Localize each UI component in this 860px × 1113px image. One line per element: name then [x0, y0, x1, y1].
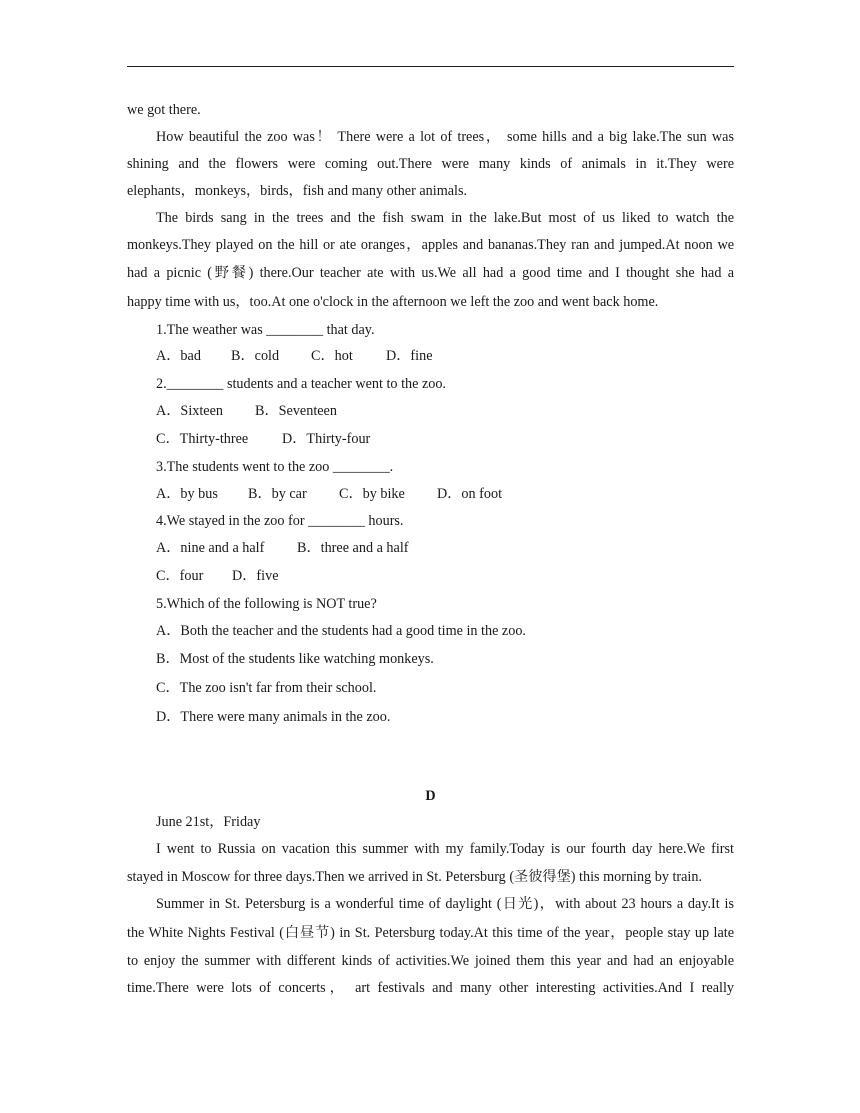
- option: D．There were many animals in the zoo.: [156, 709, 391, 725]
- passage-c-line: The birds sang in the trees and the fish swam in the lake.But most of us liked to watch the: [156, 210, 734, 226]
- passage-c-line: we got there.: [127, 102, 201, 118]
- passage-d-line: to enjoy the summer with different kinds of activities.We joined them this year and had an enjoyable: [127, 953, 734, 969]
- question-stem: 2.________ students and a teacher went to the zoo.: [156, 376, 446, 392]
- option: C．Thirty-three: [156, 431, 249, 447]
- option: B．Most of the students like watching monkeys.: [156, 651, 434, 667]
- passage-c-line: How beautiful the zoo was！ There were a lot of trees， some hills and a big lake.The sun was: [156, 129, 734, 145]
- passage-c-line: elephants，monkeys，birds，fish and many other animals.: [127, 183, 468, 199]
- options-row: [156, 402, 734, 420]
- passage-c-line: had a picnic (野餐) there.Our teacher ate with us.We all had a good time and I thought she had a: [127, 265, 734, 281]
- passage-c-line: happy time with us，too.At one o'clock in the afternoon we left the zoo and went back home.: [127, 294, 659, 310]
- option: B．three and a half: [297, 540, 409, 556]
- diary-date: June 21st，Friday: [156, 814, 261, 830]
- option: D．fine: [386, 348, 433, 364]
- option: B．cold: [231, 348, 280, 364]
- options-row: [156, 485, 734, 503]
- option: B．by car: [248, 486, 307, 502]
- option: A．by bus: [156, 486, 218, 502]
- options-row: [156, 539, 734, 557]
- header-rule: [127, 66, 734, 67]
- option: D．five: [232, 568, 279, 584]
- option: A．bad: [156, 348, 201, 364]
- option: A．Both the teacher and the students had a good time in the zoo.: [156, 623, 526, 639]
- passage-d-line: time.There were lots of concerts， art festivals and many other interesting activities.And I really: [127, 980, 734, 996]
- passage-c-line: shining and the flowers were coming out.There were many kinds of animals in it.They were: [127, 156, 734, 172]
- question-stem: 4.We stayed in the zoo for ________ hours.: [156, 513, 404, 529]
- option: C．The zoo isn't far from their school.: [156, 680, 377, 696]
- option: B．Seventeen: [255, 403, 337, 419]
- options-row: [156, 347, 734, 365]
- option: C．hot: [311, 348, 353, 364]
- passage-d-line: stayed in Moscow for three days.Then we arrived in St. Petersburg (圣彼得堡) this morning by train.: [127, 869, 703, 885]
- section-heading: D: [425, 788, 436, 804]
- option: D．on foot: [437, 486, 503, 502]
- passage-c-line: monkeys.They played on the hill or ate oranges，apples and bananas.They ran and jumped.At noon we: [127, 237, 734, 253]
- option: D．Thirty-four: [282, 431, 371, 447]
- option: A．nine and a half: [156, 540, 265, 556]
- passage-d-line: the White Nights Festival (白昼节) in St. Petersburg today.At this time of the year，people stay up late: [127, 925, 734, 941]
- options-row: [156, 567, 734, 585]
- question-stem: 3.The students went to the zoo ________.: [156, 459, 394, 475]
- passage-d-line: Summer in St. Petersburg is a wonderful time of daylight (日光)，with about 23 hours a day.It is: [156, 896, 734, 912]
- question-stem: 1.The weather was ________ that day.: [156, 322, 375, 338]
- option: C．four: [156, 568, 204, 584]
- options-row: [156, 430, 734, 448]
- passage-d-line: I went to Russia on vacation this summer with my family.Today is our fourth day here.We first: [156, 841, 734, 857]
- option: A．Sixteen: [156, 403, 223, 419]
- option: C．by bike: [339, 486, 405, 502]
- question-stem: 5.Which of the following is NOT true?: [156, 596, 377, 612]
